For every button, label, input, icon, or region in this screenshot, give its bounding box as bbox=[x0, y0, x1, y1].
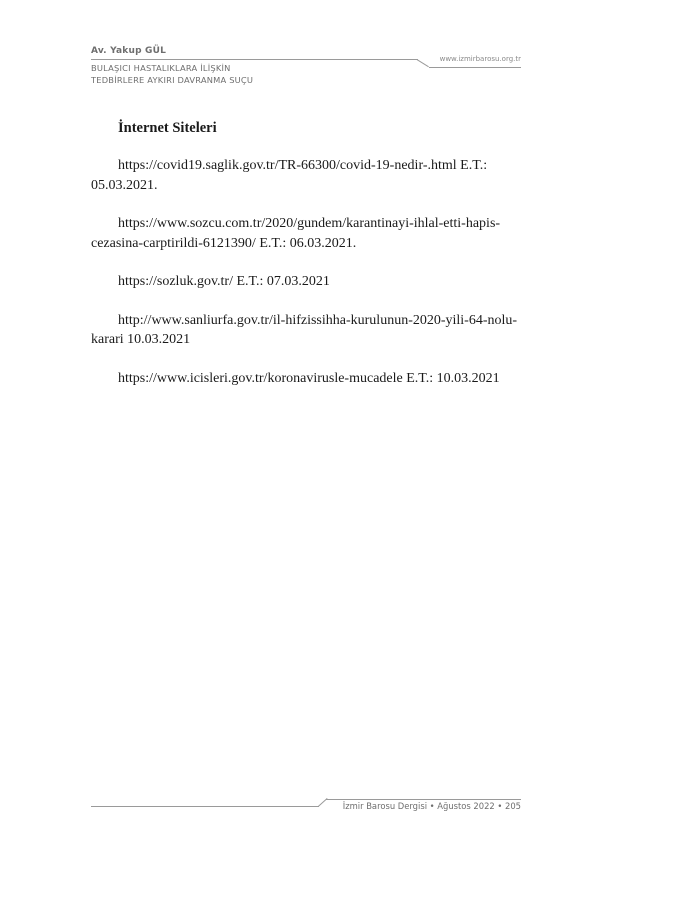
page-footer bbox=[91, 796, 521, 816]
footer-divider-right bbox=[326, 799, 521, 800]
page-body bbox=[91, 119, 523, 407]
reference-item: https://sozluk.gov.tr/ E.T.: 07.03.2021 bbox=[118, 274, 330, 289]
website-url: www.izmirbarosu.org.tr bbox=[439, 55, 521, 63]
header-divider-slant bbox=[416, 59, 428, 67]
header-divider bbox=[91, 59, 418, 60]
section-title: İnternet Siteleri bbox=[118, 120, 217, 136]
reference-item: https://www.sozcu.com.tr/2020/gundem/karantinayi-ihlal-etti-hapis-cezasina-carptirildi-6121390/ E.T.: 06.03.2021. bbox=[91, 216, 501, 251]
footer-divider bbox=[91, 806, 319, 807]
author-name: Av. Yakup GÜL bbox=[91, 46, 167, 56]
header-divider-right bbox=[429, 67, 521, 68]
reference-item: https://www.icisleri.gov.tr/koronavirusle-mucadele E.T.: 10.03.2021 bbox=[118, 370, 500, 386]
article-title-line-2: TEDBİRLERE AYKIRI DAVRANMA SUÇU bbox=[91, 75, 254, 85]
page-header bbox=[91, 46, 521, 91]
reference-item: https://covid19.saglik.gov.tr/TR-66300/covid-19-nedir-.html E.T.: 05.03.2021. bbox=[91, 158, 488, 193]
journal-info: İzmir Barosu Dergisi • Ağustos 2022 • 205 bbox=[342, 801, 521, 811]
reference-item: http://www.sanliurfa.gov.tr/il-hifzissihha-kurulunun-2020-yili-64-nolu-karari 10.03.2021 bbox=[91, 312, 518, 347]
article-title-line-1: BULAŞICI HASTALIKLARA İLİŞKİN bbox=[91, 63, 231, 73]
